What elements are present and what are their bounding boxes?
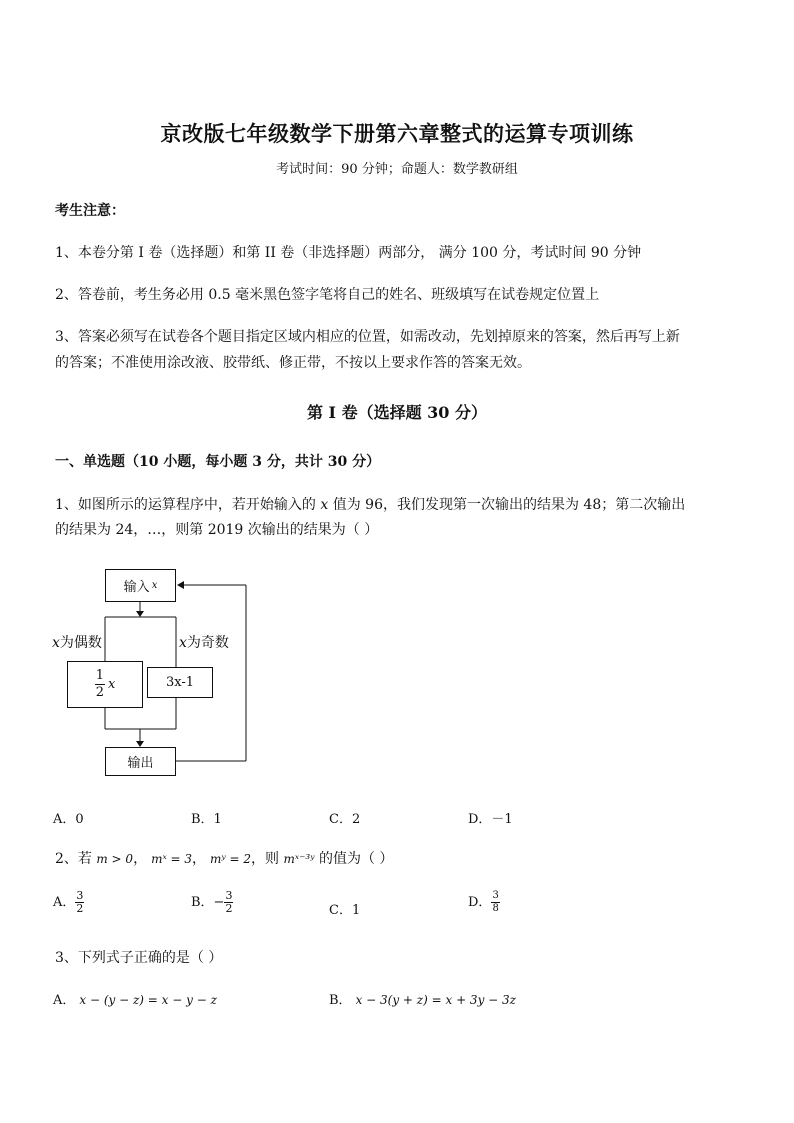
q2-option-b[interactable]: B．− $\frac{3}{2}$ [191,889,233,915]
q1-stem-line2: 的结果为 24，…，则第 2019 次输出的结果为（ ） [55,522,379,538]
page-title: 京改版七年级数学下册第六章整式的运算专项训练 [160,121,634,146]
q2-stem: 2、若 m > 0， mˣ = 3， mʸ = 2，则 mˣ⁻³ʸ 的值为（ ） [55,851,394,867]
flow-input-box: 输入 x [105,569,176,602]
notice-item-3-cont: 的答案；不准使用涂改液、胶带纸、修正带，不按以上要求作答的答案无效。 [55,355,531,371]
flow-output-box: 输出 [105,747,176,776]
q2-option-d[interactable]: D． $\frac{3}{8}$ [468,890,499,914]
q2-option-a[interactable]: A． $\frac{3}{2}$ [53,889,84,915]
flow-odd-label: x为奇数 [179,635,229,651]
q3-option-a[interactable]: A． x − (y − z) = x − y − z [53,993,217,1008]
q1-option-a[interactable]: A．0 [53,812,84,827]
flow-triple-box: 3x-1 [147,667,213,698]
q1-option-c[interactable]: C．2 [329,812,361,827]
notice-item-2: 2、答卷前，考生务必用 0.5 毫米黑色签字笔将自己的姓名、班级填写在试卷规定位置上 [55,287,600,303]
q2-option-c[interactable]: C．1 [329,903,361,918]
q1-option-d[interactable]: D．－1 [468,812,513,827]
part1-title: 第 I 卷（选择题 30 分） [306,403,488,422]
notice-heading: 考生注意： [55,203,125,219]
q1-stem-line1: 1、如图所示的运算程序中，若开始输入的 x 值为 96，我们发现第一次输出的结果为 48；第二次输出 [55,497,686,513]
section-heading: 一、单选题（10 小题，每小题 3 分，共计 30 分） [55,454,381,470]
q1-option-b[interactable]: B．1 [191,812,222,827]
q3-stem: 3、下列式子正确的是（ ） [55,950,223,966]
flow-half-box: $\frac{1}{2}$ x [67,661,143,708]
notice-item-3: 3、答案必须写在试卷各个题目指定区域内相应的位置，如需改动，先划掉原来的答案，然后再写上新 [55,329,680,345]
exam-info: 考试时间：90 分钟；命题人：数学教研组 [276,162,518,177]
notice-item-1: 1、本卷分第 I 卷（选择题）和第 II 卷（非选择题）两部分， 满分 100 分，考试时间 90 分钟 [55,245,642,261]
flow-even-label: x为偶数 [52,635,102,651]
q3-option-b[interactable]: B． x − 3(y + z) = x + 3y − 3z [329,993,516,1008]
